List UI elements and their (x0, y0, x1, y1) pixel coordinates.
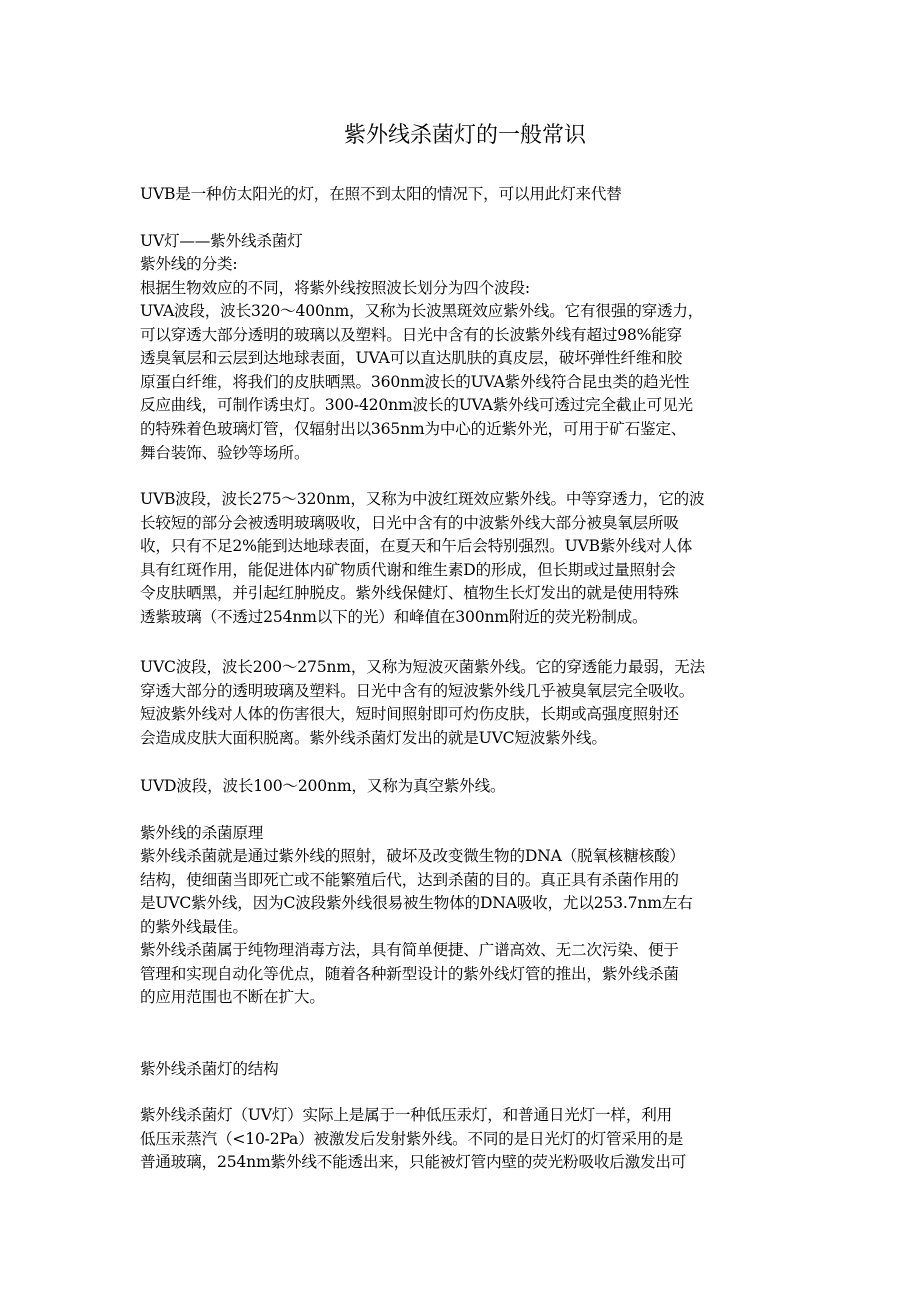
text-line: 紫外线杀菌就是通过紫外线的照射，破坏及改变微生物的DNA（脱氧核糖核酸） (140, 847, 685, 865)
document-title: 紫外线杀菌灯的一般常识 (343, 123, 586, 148)
uvb-paragraph (140, 488, 790, 630)
text-line: UVC波段，波长200～275nm，又称为短波灭菌紫外线。它的穿透能力最弱，无法 (140, 658, 705, 676)
text-line: UVB波段，波长275～320nm，又称为中波红斑效应紫外线。中等穿透力，它的波 (140, 490, 705, 508)
text-line: 紫外线杀菌属于纯物理消毒方法，具有简单便捷、广谱高效、无二次污染、便于 (140, 941, 679, 959)
text-line: 的紫外线最佳。 (140, 917, 248, 936)
text-line: 结构，使细菌当即死亡或不能繁殖后代，达到杀菌的目的。真正具有杀菌作用的 (140, 870, 679, 889)
text-line: 短波紫外线对人体的伤害很大，短时间照射即可灼伤皮肤，长期或高强度照射还 (140, 705, 679, 724)
text-line: 是UVC紫外线，因为C波段紫外线很易被生物体的DNA吸收，尤以253.7nm左右 (140, 894, 693, 913)
intro-paragraph: UVB是一种仿太阳光的灯，在照不到太阳的情况下，可以用此灯来代替 (140, 185, 622, 203)
section1-lead: 根据生物效应的不同，将紫外线按照波长划分为四个波段: (140, 279, 530, 297)
text-line: UVA波段，波长320～400nm，又称为长波黑斑效应紫外线。它有很强的穿透力， (140, 302, 704, 320)
text-line: 穿透大部分的透明玻璃及塑料。日光中含有的短波紫外线几乎被臭氧层完全吸收。 (140, 681, 695, 700)
text-line: 令皮肤晒黑，并引起红肿脱皮。紫外线保健灯、植物生长灯发出的就是使用特殊 (140, 584, 679, 603)
section1-heading: UV灯——紫外线杀菌灯 (140, 232, 303, 250)
structure-paragraph (140, 1104, 790, 1175)
text-line: 可以穿透大部分透明的玻璃以及塑料。日光中含有的长波紫外线有超过98%能穿 (140, 325, 683, 344)
uvd-paragraph: UVD波段，波长100～200nm，又称为真空紫外线。 (140, 777, 506, 795)
section2-heading: 紫外线的杀菌原理 (140, 824, 264, 842)
text-line: 反应曲线，可制作诱虫灯。300-420nm波长的UVA紫外线可透过完全截止可见光 (140, 396, 693, 415)
text-line: 普通玻璃，254nm紫外线不能透出来，只能被灯管内壁的荧光粉吸收后激发出可 (140, 1153, 687, 1172)
text-line: 具有红斑作用，能促进体内矿物质代谢和维生素D的形成，但长期或过量照射会 (140, 560, 676, 579)
text-line: 透紫玻璃（不透过254nm以下的光）和峰值在300nm附近的荧光粉制成。 (140, 607, 648, 626)
text-line: 低压汞蒸汽（<10-2Pa）被激发后发射紫外线。不同的是日光灯的灯管采用的是 (140, 1129, 683, 1148)
principle-paragraph-1 (140, 845, 790, 939)
principle-paragraph-2 (140, 939, 790, 1010)
text-line: 透臭氧层和云层到达地球表面，UVA可以直达肌肤的真皮层，破坏弹性纤维和胶 (140, 349, 683, 368)
text-line: 管理和实现自动化等优点，随着各种新型设计的紫外线灯管的推出，紫外线杀菌 (140, 964, 679, 983)
section3-heading: 紫外线杀菌灯的结构 (140, 1060, 279, 1078)
text-line: 收，只有不足2%能到达地球表面，在夏天和午后会特别强烈。UVB紫外线对人体 (140, 537, 693, 556)
text-line: 会造成皮肤大面积脱离。紫外线杀菌灯发出的就是UVC短波紫外线。 (140, 728, 607, 747)
uvc-paragraph (140, 656, 790, 750)
text-line: 的特殊着色玻璃灯管，仅辐射出以365nm为中心的近紫外光，可用于矿石鉴定、 (140, 419, 687, 438)
text-line: 紫外线杀菌灯（UV灯）实际上是属于一种低压汞灯，和普通日光灯一样，利用 (140, 1106, 672, 1124)
text-line: 长较短的部分会被透明玻璃吸收，日光中含有的中波紫外线大部分被臭氧层所吸 (140, 513, 679, 532)
section1-subheading: 紫外线的分类: (140, 255, 238, 273)
text-line: 原蛋白纤维，将我们的皮肤晒黑。360nm波长的UVA紫外线符合昆虫类的趋光性 (140, 372, 690, 391)
uva-paragraph (140, 300, 790, 465)
text-line: 舞台装饰、验钞等场所。 (140, 443, 310, 462)
text-line: 的应用范围也不断在扩大。 (140, 988, 325, 1007)
